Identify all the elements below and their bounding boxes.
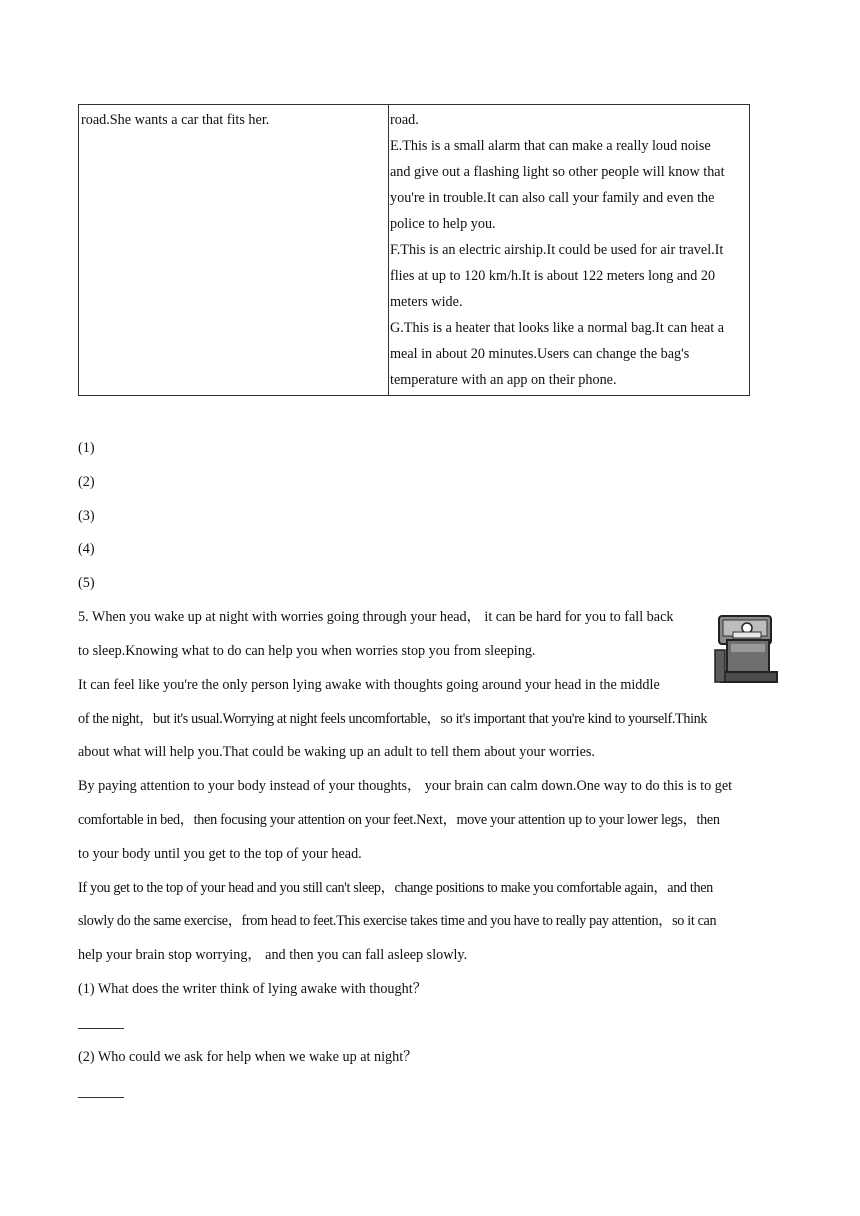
options-table	[78, 104, 750, 396]
question-2: (2) Who could we ask for help when we wake up at night？	[78, 1049, 418, 1065]
passage-line: It can feel like you're the only person lying awake with thoughts going around your head in the middle	[78, 677, 660, 693]
passage-line: 5. When you wake up at night with worries going through your head， it can be hard for you to fall back	[78, 609, 674, 625]
answer-line-4: (4)	[78, 541, 95, 557]
person-in-bed-icon	[713, 610, 783, 690]
passage-line: comfortable in bed，then focusing your attention on your feet.Next，move your attention up to your lower legs，then	[78, 812, 720, 828]
table-right-line: road.	[390, 112, 419, 128]
passage-line: of the night，but it's usual.Worrying at night feels uncomfortable，so it's important that you're kind to yourself.Think	[78, 711, 708, 727]
table-right-line: meters wide.	[390, 294, 463, 310]
answer-line-2: (2)	[78, 474, 95, 490]
passage-line: to your body until you get to the top of your head.	[78, 846, 362, 862]
table-right-line: temperature with an app on their phone.	[390, 372, 617, 388]
answer-blank-1[interactable]	[78, 1028, 124, 1029]
answer-line-5: (5)	[78, 575, 95, 591]
table-right-cell	[389, 105, 749, 395]
question-1: (1) What does the writer think of lying awake with thought？	[78, 981, 427, 997]
passage-line: slowly do the same exercise，from head to feet.This exercise takes time and you have to really pay attention，so it can	[78, 913, 717, 929]
answer-line-1: (1)	[78, 440, 95, 456]
answer-blank-2[interactable]	[78, 1097, 124, 1098]
passage-line: to sleep.Knowing what to do can help you when worries stop you from sleeping.	[78, 643, 536, 659]
table-right-line: police to help you.	[390, 216, 496, 232]
table-right-line: E.This is a small alarm that can make a really loud noise	[390, 138, 711, 154]
table-left-text: road.She wants a car that fits her.	[81, 112, 270, 128]
table-right-line: you're in trouble.It can also call your family and even the	[390, 190, 715, 206]
table-left-cell	[79, 105, 389, 395]
table-right-line: and give out a flashing light so other people will know that	[390, 164, 725, 180]
passage-line: about what will help you.That could be waking up an adult to tell them about your worries.	[78, 744, 595, 760]
answer-line-3: (3)	[78, 508, 95, 524]
table-right-line: meal in about 20 minutes.Users can change the bag's	[390, 346, 690, 362]
passage-line: If you get to the top of your head and you still can't sleep，change positions to make you comfortable again，and then	[78, 880, 713, 896]
passage-line: By paying attention to your body instead of your thoughts， your brain can calm down.One way to do this is to get	[78, 778, 733, 794]
table-right-line: G.This is a heater that looks like a normal bag.It can heat a	[390, 320, 725, 336]
table-right-line: F.This is an electric airship.It could be used for air travel.It	[390, 242, 724, 258]
table-right-line: flies at up to 120 km/h.It is about 122 meters long and 20	[390, 268, 716, 284]
passage-line: help your brain stop worrying， and then you can fall asleep slowly.	[78, 947, 468, 963]
